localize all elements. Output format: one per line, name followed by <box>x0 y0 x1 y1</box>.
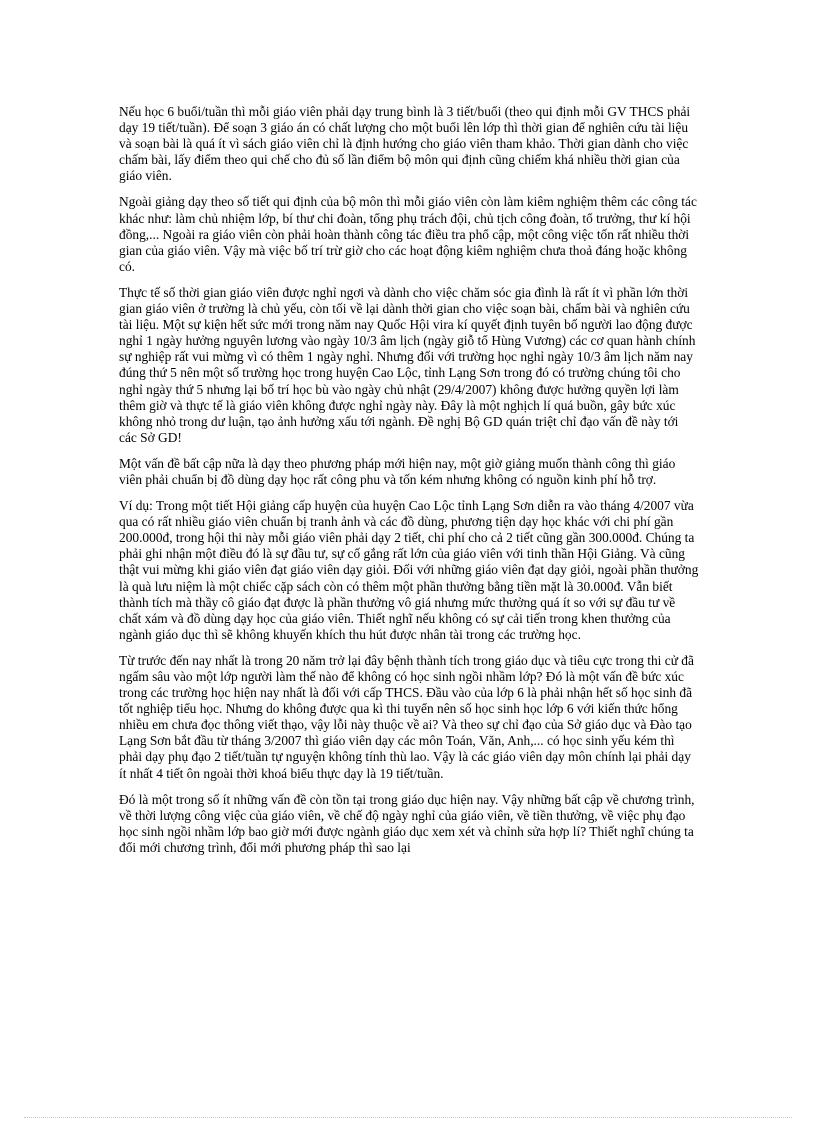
paragraph-teaching-load: Nếu học 6 buổi/tuần thì mỗi giáo viên phải dạy trung bình là 3 tiết/buổi (theo qui định mỗi GV THCS phải dạy 19 tiết/tuần). Để soạn 3 giáo án có chất lượng cho một buổi lên lớp thì thời gian để nghiên cứu tài liệu và soạn bài là quá ít vì sách giáo viên chỉ là định hướng cho giáo viên tham khảo. Thời gian dành cho việc chấm bài, lấy điểm theo qui chế cho đủ số lần điểm bộ môn qui định cũng chiếm khá nhiều thời gian của giáo viên. <box>119 104 691 184</box>
paragraph-rest-time: Thực tế số thời gian giáo viên được nghỉ ngơi và dành cho việc chăm sóc gia đình là rất ít vì phần lớn thời gian giáo viên ở trường là chủ yếu, còn tối về lại dành thời gian cho việc soạn bài, chấm bài và nghiên cứu tài liệu. Một sự kiện hết sức mới trong năm nay Quốc Hội vira kí quyết định tuyên bố người lao động được nghỉ 1 ngày hưởng nguyên lương vào ngày 10/3 âm lịch (ngày giỗ tổ Hùng Vương) các cơ quan hành chính sự nghiệp rất vui mừng vì có thêm 1 ngày nghỉ. Nhưng đối với trường học nghỉ ngày 10/3 âm lịch năm nay đúng thứ 5 nên một số trường học trong huyện Cao Lộc, tỉnh Lạng Sơn trong đó có trường chúng tôi cho nghỉ ngày thứ 5 nhưng lại bố trí học bù vào ngày chủ nhật (29/4/2007) không được hưởng quyền lợi làm thêm giờ và thực tế là giáo viên không được nghỉ ngày này. Đây là một nghịch lí quá buồn, gây bức xúc không nhỏ trong dư luận, tạo ảnh hưởng xấu tới ngành. Đề nghị Bộ GD quán triệt chỉ đạo vấn đề này tới các Sở GD! <box>119 284 696 445</box>
paragraph-extra-duties: Ngoài giảng dạy theo số tiết qui định của bộ môn thì mỗi giáo viên còn làm kiêm nghiệm thêm các công tác khác như: làm chủ nhiệm lớp, bí thư chi đoàn, tổng phụ trách đội, chủ tịch công đoàn, tổ trưởng, thư kí hội đồng,... Ngoài ra giáo viên còn phải hoàn thành công tác điều tra phổ cập, một công việc tốn rất nhiều thời gian của giáo viên. Vậy mà việc bố trí trừ giờ cho các hoạt động kiêm nghiệm chưa thoả đáng hoặc không có. <box>119 194 697 274</box>
paragraph-achievement-disease: Từ trước đến nay nhất là trong 20 năm trở lại đây bệnh thành tích trong giáo dục và tiêu cực trong thi cử đã ngấm sâu vào một lớp người làm thế nào để không có học sinh ngồi nhầm lớp? Đó là một vấn đề bức xúc trong các trường học hiện nay nhất là đối với cấp THCS. Đầu vào của lớp 6 là phải nhận hết số học sinh đã tốt nghiệp tiểu học. Nhưng do không được qua kì thi tuyển nên số học sinh học lớp 6 với kiến thức hổng nhiều em chưa đọc thông viết thạo, vậy lỗi này thuộc về ai? Và theo sự chỉ đạo của Sở giáo dục và Đào tạo Lạng Sơn bắt đầu từ tháng 3/2007 thì giáo viên dạy các môn Toán, Văn, Anh,... có học sinh yếu kém thì phải dạy phụ đạo 2 tiết/tuần tự nguyện không tính thù lao. Vậy là các giáo viên dạy môn chính lại phải dạy ít nhất 4 tiết ôn ngoài thời khoá biểu thực dạy là 19 tiết/tuần. <box>119 652 694 781</box>
paragraph-teaching-aids: Một vấn đề bất cập nữa là dạy theo phương pháp mới hiện nay, một giờ giảng muốn thành công thì giáo viên phải chuẩn bị đồ dùng dạy học rất công phu và tốn kém nhưng không có nguồn kinh phí hỗ trợ. <box>119 455 676 487</box>
page-bottom-rule <box>24 1117 792 1118</box>
document-body <box>119 104 699 866</box>
paragraph-conclusion: Đó là một trong số ít những vấn đề còn tồn tại trong giáo dục hiện nay. Vậy những bất cập về chương trình, về thời lượng công việc của giáo viên, về chế độ ngày nghỉ của giáo viên, về tiền thưởng, về việc phụ đạo học sinh ngồi nhầm lớp bao giờ mới được ngành giáo dục xem xét và chỉnh sửa hợp lí? Thiết nghĩ chúng ta đổi mới chương trình, đổi mới phương pháp thì sao lại <box>119 791 695 855</box>
paragraph-example: Ví dụ: Trong một tiết Hội giảng cấp huyện của huyện Cao Lộc tỉnh Lạng Sơn diễn ra vào tháng 4/2007 vừa qua có rất nhiều giáo viên chuẩn bị tranh ảnh và các đồ dùng, phương tiện dạy học khác với chi phí gần 200.000đ, trong hội thi này mỗi giáo viên phải dạy 2 tiết, chi phí cho cả 2 tiết cũng gần 300.000đ. Chúng ta phải ghi nhận một điều đó là sự đầu tư, sự cố gắng rất lớn của giáo viên với tinh thần Hội Giảng. Và cũng thật vui mừng khi giáo viên đạt giáo viên dạy giỏi. Đối với những giáo viên đạt dạy giỏi, ngoài phần thưởng là quà lưu niệm là một chiếc cặp sách còn có thêm một phần thưởng bằng tiền mặt là 30.000đ. Vẫn biết thành tích mà thầy cô giáo đạt được là phần thưởng vô giá nhưng mức thưởng quá ít so với sự đầu tư về chất xám và đồ dùng dạy học của giáo viên. Thiết nghĩ nếu không có sự cải tiến trong khen thưởng của ngành giáo dục thì sẽ không khuyến khích thu hút được nhân tài trong các trường học. <box>119 498 699 642</box>
